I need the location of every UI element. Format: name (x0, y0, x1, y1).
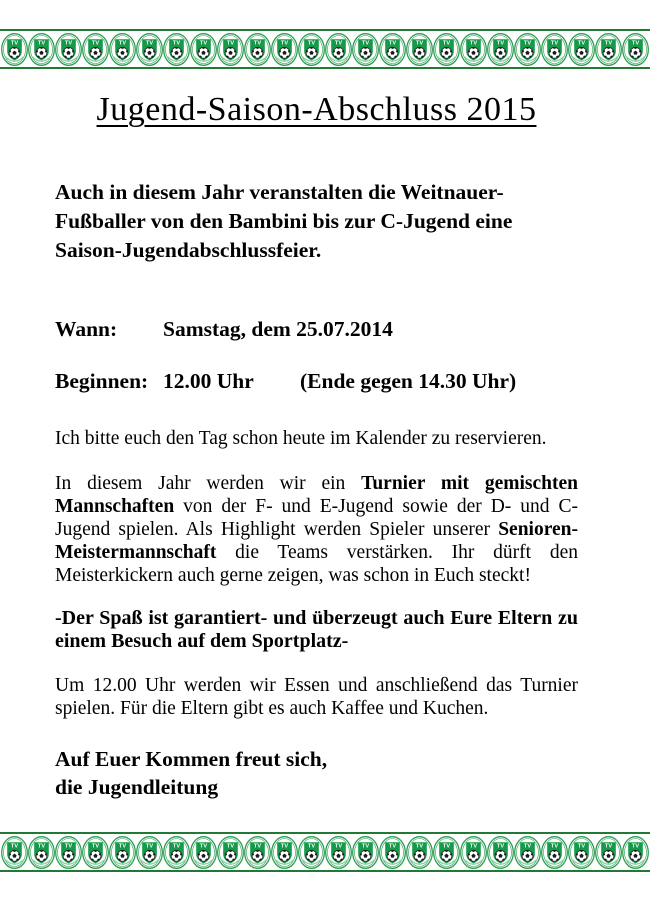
schedule-begin-row (55, 367, 578, 396)
fun-guarantee-paragraph: -Der Spaß ist garantiert- und überzeugt auch Eure Eltern zu einem Besuch auf dem Sportplatz- (55, 606, 578, 652)
club-badge-icon (136, 836, 163, 869)
club-badge-icon (217, 33, 244, 66)
club-badge-icon (568, 836, 595, 869)
top-border-line-lower (0, 67, 650, 69)
club-badge-icon (379, 33, 406, 66)
club-badge-icon (514, 33, 541, 66)
club-badge-icon (487, 33, 514, 66)
page-title: Jugend-Saison-Abschluss 2015 (96, 91, 537, 128)
club-badge-icon (460, 33, 487, 66)
club-badge-icon (460, 836, 487, 869)
bottom-badge-row (0, 834, 650, 870)
food-info-paragraph: Um 12.00 Uhr werden wir Essen und anschließend das Turnier spielen. Für die Eltern gibt es auch Kaffee und Kuchen. (55, 674, 578, 719)
club-badge-icon (244, 836, 271, 869)
tournament-paragraph: In diesem Jahr werden wir ein Turnier mit gemischten Mannschaften von der F- und E-Jugend sowie der D- und C-Jugend spielen. Als Highlight werden Spieler unserer Senioren-Meistermannschaft die Teams verstärken. Ihr dürft den Meisterkickern auch gerne zeigen, was schon in Euch steckt! (55, 473, 578, 586)
club-badge-icon (163, 836, 190, 869)
closing-line-2: die Jugendleitung (55, 774, 219, 799)
club-badge-icon (298, 33, 325, 66)
club-badge-icon (109, 836, 136, 869)
intro-paragraph: Auch in diesem Jahr veranstalten die Weitnauer-Fußballer von den Bambini bis zur C-Jugend eine Saison-Jugendabschlussfeier. (55, 180, 513, 262)
club-badge-icon (109, 33, 136, 66)
club-badge-icon (541, 33, 568, 66)
club-badge-icon (271, 33, 298, 66)
club-badge-icon (352, 836, 379, 869)
when-value: Samstag, dem 25.07.2014 (163, 317, 393, 341)
club-badge-icon (1, 33, 28, 66)
club-badge-icon (163, 33, 190, 66)
top-decorative-border (0, 29, 650, 69)
closing-line-1: Auf Euer Kommen freut sich, (55, 746, 328, 771)
club-badge-icon (271, 836, 298, 869)
club-badge-icon (28, 836, 55, 869)
club-badge-icon (55, 33, 82, 66)
club-badge-icon (190, 836, 217, 869)
club-badge-icon (622, 836, 649, 869)
bottom-decorative-border (0, 832, 650, 872)
club-badge-icon (28, 33, 55, 66)
begin-label: Beginnen: (55, 369, 149, 393)
club-badge-icon (352, 33, 379, 66)
club-badge-icon (433, 33, 460, 66)
club-badge-icon (406, 836, 433, 869)
bottom-border-line-lower (0, 870, 650, 872)
club-badge-icon (622, 33, 649, 66)
schedule-when-row (55, 315, 578, 344)
club-badge-icon (568, 33, 595, 66)
begin-value: 12.00 Uhr (163, 369, 254, 393)
club-badge-icon (379, 836, 406, 869)
club-badge-icon (541, 836, 568, 869)
club-badge-icon (595, 836, 622, 869)
club-badge-icon (325, 33, 352, 66)
club-badge-icon (136, 33, 163, 66)
club-badge-icon (55, 836, 82, 869)
club-badge-icon (406, 33, 433, 66)
club-badge-icon (487, 836, 514, 869)
club-badge-icon (82, 836, 109, 869)
closing-signature (55, 745, 578, 801)
club-badge-icon (217, 836, 244, 869)
begin-end-note: (Ende gegen 14.30 Uhr) (300, 369, 517, 393)
reserve-note: Ich bitte euch den Tag schon heute im Kalender zu reservieren. (55, 428, 547, 449)
club-badge-icon (298, 836, 325, 869)
club-badge-icon (514, 836, 541, 869)
club-badge-icon (595, 33, 622, 66)
top-badge-row (0, 31, 650, 67)
flyer-content (55, 71, 578, 822)
when-label: Wann: (55, 317, 118, 341)
club-badge-icon (190, 33, 217, 66)
club-badge-icon (325, 836, 352, 869)
club-badge-icon (433, 836, 460, 869)
club-badge-icon (244, 33, 271, 66)
club-badge-icon (1, 836, 28, 869)
club-badge-icon (82, 33, 109, 66)
